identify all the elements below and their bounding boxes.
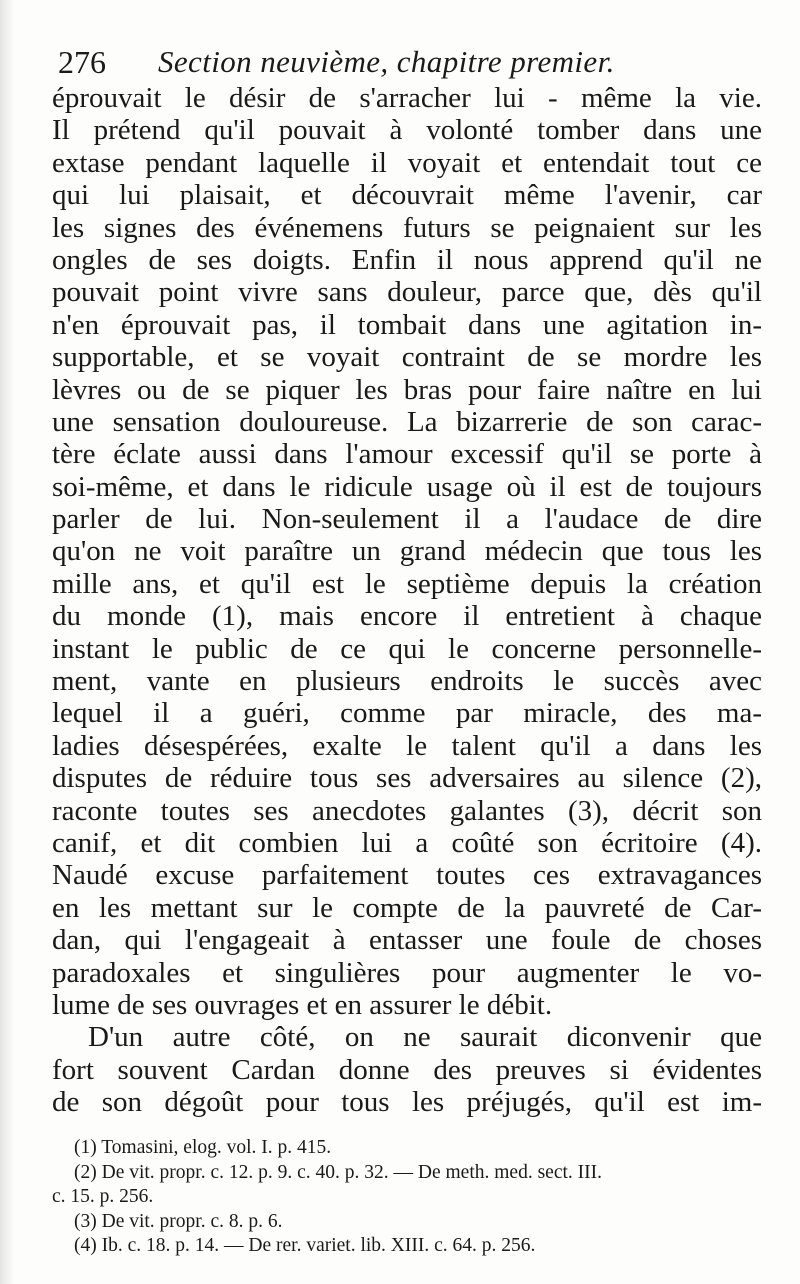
text-line: disputes de réduire tous ses adversaires au silence (2),: [52, 762, 762, 795]
page-number: 276: [58, 44, 106, 80]
paragraph-first-line: D'un autre côté, on ne saurait diconvenir que: [88, 1021, 762, 1054]
text-line: fort souvent Cardan donne des preuves si évidentes: [52, 1053, 762, 1086]
text-line: n'en éprouvait pas, il tombait dans une agitation in-: [52, 308, 762, 341]
text-line: qui lui plaisait, et découvrait même l'avenir, car: [52, 179, 762, 212]
text-line: Il prétend qu'il pouvait à volonté tomber dans une: [52, 114, 762, 147]
footnote: (2) De vit. propr. c. 12. p. 9. c. 40. p. 32. — De meth. med. sect. III.: [74, 1161, 603, 1183]
text-line: supportable, et se voyait contraint de se mordre les: [52, 341, 762, 374]
footnote: (1) Tomasini, elog. vol. I. p. 415.: [74, 1137, 332, 1158]
text-line: pouvait point vivre sans douleur, parce que, dès qu'il: [52, 276, 762, 309]
text-line: soi-même, et dans le ridicule usage où il est de toujours: [52, 470, 762, 503]
page-header: [58, 40, 758, 84]
footnote: (4) Ib. c. 18. p. 14. — De rer. variet. lib. XIII. c. 64. p. 256.: [74, 1235, 536, 1257]
text-line: lèvres ou de se piquer les bras pour faire naître en lui: [52, 373, 762, 406]
text-line: paradoxales et singulières pour augmenter le vo-: [52, 956, 762, 989]
text-line: Naudé excuse parfaitement toutes ces extravagances: [52, 859, 762, 892]
text-line: extase pendant laquelle il voyait et entendait tout ce: [52, 146, 762, 179]
text-line: canif, et dit combien lui a coûté son écritoire (4).: [52, 826, 762, 859]
running-head: Section neuvième, chapitre premier.: [158, 44, 615, 79]
text-line: éprouvait le désir de s'arracher lui - même la vie.: [52, 82, 762, 114]
text-line: lequel il a guéri, comme par miracle, des ma-: [52, 697, 762, 730]
text-line: une sensation douloureuse. La bizarrerie de son carac-: [52, 405, 762, 438]
text-line: en les mettant sur le compte de la pauvreté de Car-: [52, 891, 762, 924]
text-line: lume de ses ouvrages et en assurer le débit.: [52, 988, 553, 1021]
body-text: [52, 82, 762, 1119]
footnote: (3) De vit. propr. c. 8. p. 6.: [74, 1210, 283, 1232]
text-line: de son dégoût pour tous les préjugés, qu'il est im-: [52, 1086, 762, 1119]
text-line: mille ans, et qu'il est le septième depuis la création: [52, 567, 762, 600]
text-line: dan, qui l'engageait à entasser une foule de choses: [52, 924, 762, 957]
footnote-continuation: c. 15. p. 256.: [52, 1186, 154, 1208]
text-line: du monde (1), mais encore il entretient à chaque: [52, 600, 762, 633]
text-line: parler de lui. Non-seulement il a l'audace de dire: [52, 503, 762, 536]
text-line: les signes des événemens futurs se peignaient sur les: [52, 211, 762, 244]
text-line: ongles de ses doigts. Enfin il nous apprend qu'il ne: [52, 243, 762, 276]
text-line: tère éclate aussi dans l'amour excessif qu'il se porte à: [52, 438, 762, 471]
footnotes: [52, 1136, 762, 1259]
text-line: raconte toutes ses anecdotes galantes (3), décrit son: [52, 794, 762, 827]
text-line: instant le public de ce qui le concerne personnelle-: [52, 632, 762, 665]
text-line: qu'on ne voit paraître un grand médecin que tous les: [52, 535, 762, 568]
text-line: ladies désespérées, exalte le talent qu'il a dans les: [52, 729, 762, 762]
page-edge-shadow: [0, 0, 14, 1284]
text-line: ment, vante en plusieurs endroits le succès avec: [52, 665, 762, 698]
